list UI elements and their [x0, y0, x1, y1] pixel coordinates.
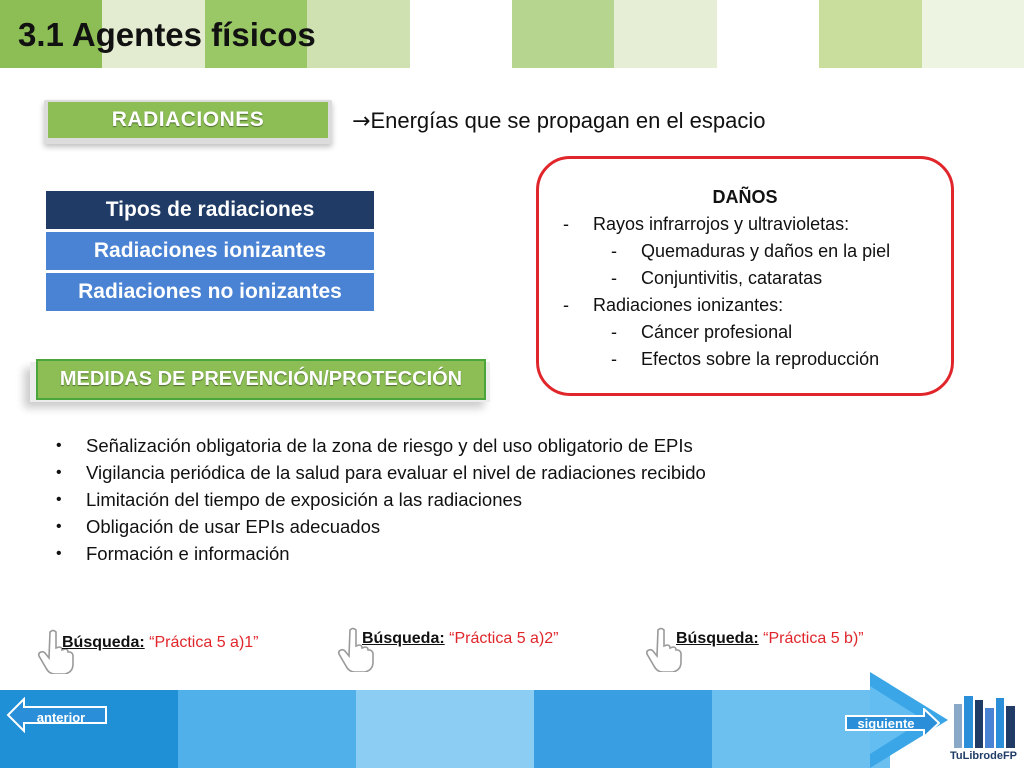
previous-label: anterior — [36, 709, 86, 725]
danos-group-label: - Radiaciones ionizantes: — [563, 295, 784, 315]
busqueda-link[interactable]: Búsqueda: “Práctica 5 a)1” — [62, 634, 259, 651]
danos-item: - Cáncer profesional — [611, 322, 793, 342]
definition-line — [352, 108, 766, 134]
prevention-list — [56, 432, 816, 567]
bottom-bar-segment — [356, 690, 535, 768]
bottom-bar — [0, 690, 890, 768]
header-band-block — [819, 0, 922, 68]
page-title: 3.1 Agentes físicos — [18, 16, 316, 53]
list-item: • Señalización obligatoria de la zona de riesgo y del uso obligatorio de EPIs — [56, 434, 693, 456]
danos-title: DAÑOS — [712, 187, 778, 207]
next-label: siguiente — [857, 715, 915, 731]
danos-box — [536, 156, 954, 396]
list-item: • Limitación del tiempo de exposición a las radiaciones — [56, 488, 523, 510]
header-band-block — [717, 0, 820, 68]
bottom-bar-segment — [178, 690, 357, 768]
next-button[interactable] — [844, 708, 940, 738]
types-table-header: Tipos de radiaciones — [46, 191, 374, 229]
danos-group-label: - Rayos infrarrojos y ultravioletas: — [563, 214, 850, 234]
header-band-block — [307, 0, 410, 68]
types-table-row: Radiaciones no ionizantes — [46, 273, 374, 311]
header-band-block — [410, 0, 513, 68]
danos-item: - Conjuntivitis, cataratas — [611, 268, 823, 288]
danos-item: - Efectos sobre la reproducción — [611, 349, 880, 369]
list-item: • Obligación de usar EPIs adecuados — [56, 515, 381, 537]
types-table-row: Radiaciones ionizantes — [46, 232, 374, 270]
medidas-chip: MEDIDAS DE PREVENCIÓN/PROTECCIÓN — [36, 359, 486, 400]
busqueda-link[interactable]: Búsqueda: “Práctica 5 b)” — [676, 630, 864, 647]
bottom-bar-segment — [534, 690, 713, 768]
header-band-block — [922, 0, 1024, 68]
busqueda-link[interactable]: Búsqueda: “Práctica 5 a)2” — [362, 630, 559, 647]
radiation-types-table — [46, 191, 374, 314]
right-arrow-icon: → — [352, 109, 371, 134]
logo-text: TuLibrodeFP — [950, 750, 1018, 762]
list-item: • Formación e información — [56, 542, 290, 564]
previous-button[interactable] — [6, 697, 108, 733]
header-band-block — [512, 0, 615, 68]
header-band-block — [614, 0, 717, 68]
radiaciones-chip: RADIACIONES — [48, 102, 328, 138]
list-item: • Vigilancia periódica de la salud para evaluar el nivel de radiaciones recibido — [56, 461, 706, 483]
danos-item: - Quemaduras y daños en la piel — [611, 241, 891, 261]
definition-text: Energías que se propagan en el espacio — [370, 108, 766, 133]
